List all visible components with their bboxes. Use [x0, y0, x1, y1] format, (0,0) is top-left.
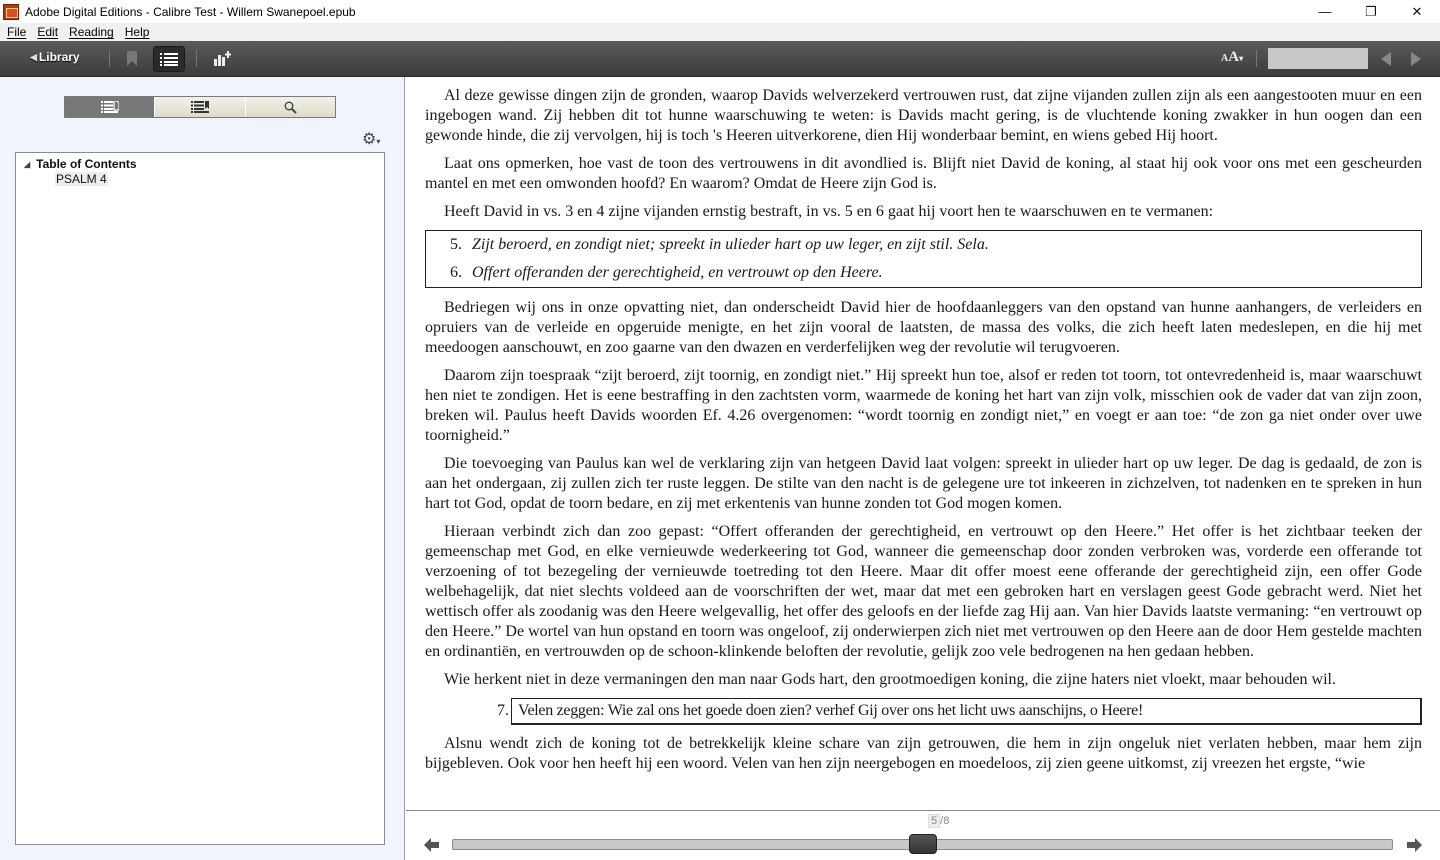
verse-text: Velen zeggen: Wie zal ons het goede doen zien? verhef Gij over ons het licht uws aanschijns, o Heere! [511, 698, 1422, 725]
verse-block [425, 230, 1422, 288]
paragraph: Daarom zijn toespraak “zijt beroerd, zijt toornig, en zondigt niet.” Hij spreekt hun toe, alsof er reden tot toorn, tot ontevredenheid is, maar waarschuwt hen niet te zondigen. Het is eene bestraffing in den zachtsten vorm, waarmede de koning het hart van zijn volk, misschien ook de vader dat van zijn zoon, breken wil. Paulus heeft Davids woorden Ef. 4.26 overgenomen: “wordt toornig en zondigt niet,” en voegt er aan toe: “de zon ga niet onder over uwe toornigheid.” [425, 367, 1422, 444]
toc-tree [15, 152, 385, 845]
previous-page-icon[interactable] [424, 837, 440, 853]
verse-item [450, 231, 1411, 259]
reading-pane[interactable] [406, 77, 1440, 810]
menu-edit[interactable]: Edit [37, 25, 59, 39]
verse-number: 5. [450, 236, 462, 253]
minimize-button[interactable]: — [1318, 4, 1332, 19]
tab-bookmarks[interactable] [154, 97, 244, 117]
back-arrow-icon: ◀ [30, 51, 37, 62]
close-button[interactable]: ✕ [1411, 3, 1423, 19]
search-input[interactable] [1268, 48, 1368, 69]
verse-item [450, 259, 1411, 287]
book-page [425, 86, 1422, 782]
font-size-glyph: A [1228, 49, 1240, 65]
font-size-button[interactable] [1221, 49, 1243, 66]
page-indicator [928, 815, 949, 827]
tab-search[interactable] [245, 97, 335, 117]
toolbar-divider [1256, 50, 1257, 67]
add-chart-icon[interactable] [214, 51, 232, 71]
gear-icon: ⚙ [362, 131, 377, 148]
search-prev-icon[interactable] [1381, 52, 1391, 66]
bookmark-icon[interactable] [127, 51, 137, 66]
total-pages: 8 [943, 815, 950, 827]
verse-number: 7. [497, 702, 509, 719]
toc-toggle-button[interactable] [153, 46, 185, 72]
verse-block [497, 698, 1422, 725]
toc-item[interactable]: PSALM 4 [56, 172, 107, 186]
page-navigation-bar [406, 810, 1440, 860]
search-next-icon[interactable] [1411, 52, 1421, 66]
toolbar-divider [196, 50, 197, 67]
library-label: Library [38, 50, 80, 64]
maximize-button[interactable]: ❐ [1365, 3, 1377, 19]
page-separator: / [940, 815, 944, 827]
navigation-panel [0, 77, 405, 860]
expand-triangle-icon[interactable]: ◢ [24, 159, 31, 169]
verse-text: Offert offeranden der gerechtigheid, en vertrouwt op den Heere. [472, 264, 883, 281]
bookmarks-view-icon [191, 101, 209, 113]
font-size-small-glyph: A [1221, 53, 1229, 64]
toolbar [0, 41, 1440, 77]
current-page-field[interactable]: 5 [928, 814, 940, 828]
menu-help[interactable]: Help [124, 25, 150, 39]
search-icon [284, 101, 297, 114]
paragraph: Hieraan verbindt zich dan zoo gepast: “Offert offeranden der gerechtigheid, en vertrouwt op den Heere.” Het offer is het zichtbaar teeken der gemeenschap met God, en elke vernieuwde wederkeering tot God, wanneer die gemeenschap door zonden verbroken was, vorderde een offerande tot verzoening of tot bezegeling der vernieuwde toetreding tot den Heere. Maar dit offer moest eene offerande der gerechtigheid zijn, een offer Gode welbehagelijk, dat niet slechts voldeed aan de voorschriften der wet, maar dat met een gebroken hart en verslagen geest Gode gebracht werd. Niet het wettisch offer als zoodanig was den Heere welgevallig, het offer des geloofs en der liefde zag Hij aan. Van hier Davids laatste vermaning: “en vertrouwt op den Heere.” De wortel van hun opstand en toorn was ongeloof, zij onderwierpen zich niet met vertrouwen op den Heere aan de door Hem gestelde machten en ordinantiën, en vertrouwden op de schoon-klinkende beloften der revolutie, gelijk zoo vele bedrogenen na hen gedaan hebben. [425, 523, 1422, 660]
paragraph: Die toevoeging van Paulus kan wel de verklaring zijn van hetgeen David laat volgen: spreekt in ulieder hart op uw leger. De dag is gedaald, de zon is aan het ondergaan, zij zullen zich ter ruste leggen. De stilte van den nacht is de gelegene ure tot inkeeren in zichzelven, tot nadenken en te spreken in hun hart tot God, opdat de toorn bedare, en zij met erkentenis van hunne zonden tot God mogen komen. [425, 455, 1422, 512]
chevron-down-icon: ▾ [376, 137, 381, 146]
menu-file[interactable]: File [7, 25, 27, 39]
window-title: Adobe Digital Editions - Calibre Test - Willem Swanepoel.epub [25, 4, 356, 19]
page-slider-thumb[interactable] [909, 834, 937, 854]
paragraph: Laat ons opmerken, hoe vast de toon des vertrouwens in dit avondlied is. Blijft niet David de koning, al staat hij ook voor ons met een gescheurden mantel en met een omwonden hoofd? En waarom? Omdat de Heere zijn God is. [425, 155, 1422, 192]
title-bar [0, 0, 1440, 23]
tab-toc[interactable] [65, 97, 154, 117]
toolbar-divider [109, 50, 110, 67]
toc-root-item[interactable] [24, 157, 137, 171]
paragraph: Al deze gewisse dingen zijn de gronden, waarop Davids welverzekerd vertrouwen rust, dat zijne vijanden zullen zijn als een aangestooten muur en een ingebogen wand. Zij hebben dit tot hunne waarschuwing te weten: is Davids macht gering, is de vluchtende koning zwakker in hun oogen dan een gewonde hinde, die zij vervolgen, hij is toch 's Heeren uitverkorene, dien Hij wonderbaar bemint, en wiens gebed Hij hoort. [425, 87, 1422, 144]
library-button[interactable] [30, 50, 80, 64]
menu-bar [0, 23, 1440, 41]
paragraph: Heeft David in vs. 3 en 4 zijne vijanden ernstig bestraft, in vs. 5 en 6 gaat hij voort hen te waarschuwen en te vermanen: [444, 203, 1214, 220]
panel-options-button[interactable] [362, 129, 380, 149]
next-page-icon[interactable] [1406, 837, 1422, 853]
menu-reading[interactable]: Reading [69, 25, 114, 39]
verse-number: 6. [450, 264, 462, 281]
paragraph: Wie herkent niet in deze vermaningen den man naar Gods hart, den grootmoedigen koning, die zijne haters niet vloekt, maar behouden wil. [444, 671, 1336, 688]
panel-view-tabs [64, 96, 336, 118]
chevron-down-icon: ▾ [1239, 54, 1244, 63]
verse-text: Zijt beroerd, en zondigt niet; spreekt in ulieder hart op uw leger, en zijt stil. Sela. [472, 236, 989, 253]
paragraph: Alsnu wendt zich de koning tot de betrekkelijk kleine schare van zijn getrouwen, die hem in zijn ongeluk niet verlaten hebben, maar hem zijn bijgebleven. Ook voor hen heeft hij een woord. Velen van hen zijn neergebogen en moedeloos, zij zien geene uitkomst, zij vreezen het ergste, “wie [425, 735, 1422, 772]
list-icon [160, 53, 178, 66]
window-controls [1302, 0, 1440, 23]
paragraph: Bedriegen wij ons in onze opvatting niet, dan onderscheidt David hier de hoofdaanleggers van den opstand van hunne aanhangers, de verleiders en opruiers van de verleide en opgeruide menigte, en het zijn vooral de laatsten, de massa des volks, die zich heeft laten medeslepen, en die hij met meedoogen aanschouwt, en zoo gaarne van den dwazen en verderfelijken weg der revolutie wil terugvoeren. [425, 299, 1422, 356]
toc-view-icon [101, 101, 119, 113]
toc-root-label: Table of Contents [36, 157, 137, 171]
app-icon [3, 4, 19, 20]
